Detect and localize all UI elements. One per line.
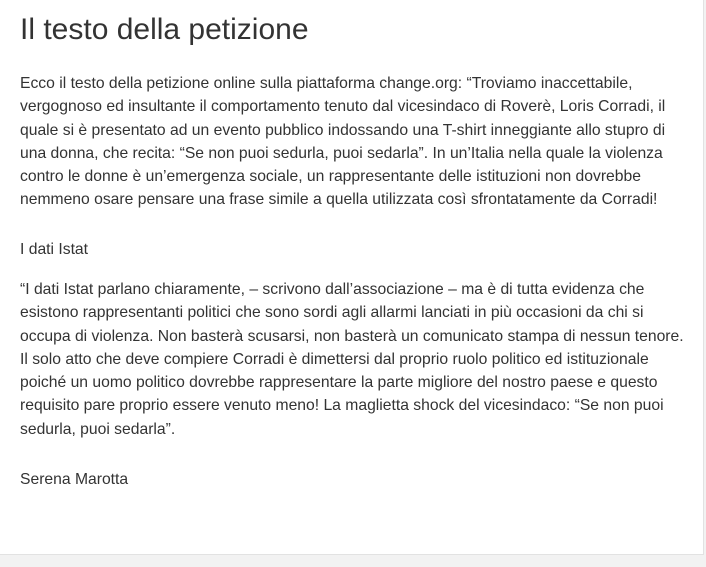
- petition-paragraph: Ecco il testo della petizione online sulla piattaforma change.org: “Troviamo inaccettabile, vergognoso ed insultante il comportamento tenuto dal vicesindaco di Roverè, Loris Corradi, il quale si è presentato ad un evento pubblico indossando una T-shirt inneggiante allo stupro di una donna, che recita: “Se non puoi sedurla, puoi sedarla”. In un’Italia nella quale la violenza contro le donne è un’emergenza sociale, un rappresentante delle istituzioni non dovrebbe nemmeno osare pensare una frase simile a quella utilizzata così sfrontatamente da Corradi!: [20, 75, 666, 209]
- istat-paragraph: “I dati Istat parlano chiaramente, – scrivono dall’associazione – ma è di tutta evidenza che esistono rappresentanti politici che sono sordi agli allarmi lanciati in più occasioni da chi si occupa di violenza. Non basterà scusarsi, non basterà un comunicato stampa di nessun tenore. Il solo atto che deve compiere Corradi è dimettersi dal proprio ruolo politico ed istituzionale poiché un uomo politico dovrebbe rappresentare la parte migliore del nostro paese e questo requisito pare proprio essere venuto meno! La maglietta shock del vicesindaco: “Se non puoi sedurla, puoi sedarla”.: [20, 281, 684, 438]
- article-body: [20, 72, 688, 491]
- section-subheading: I dati Istat: [20, 241, 89, 258]
- author-name: Serena Marotta: [20, 471, 129, 488]
- article-title: Il testo della petizione: [20, 13, 309, 46]
